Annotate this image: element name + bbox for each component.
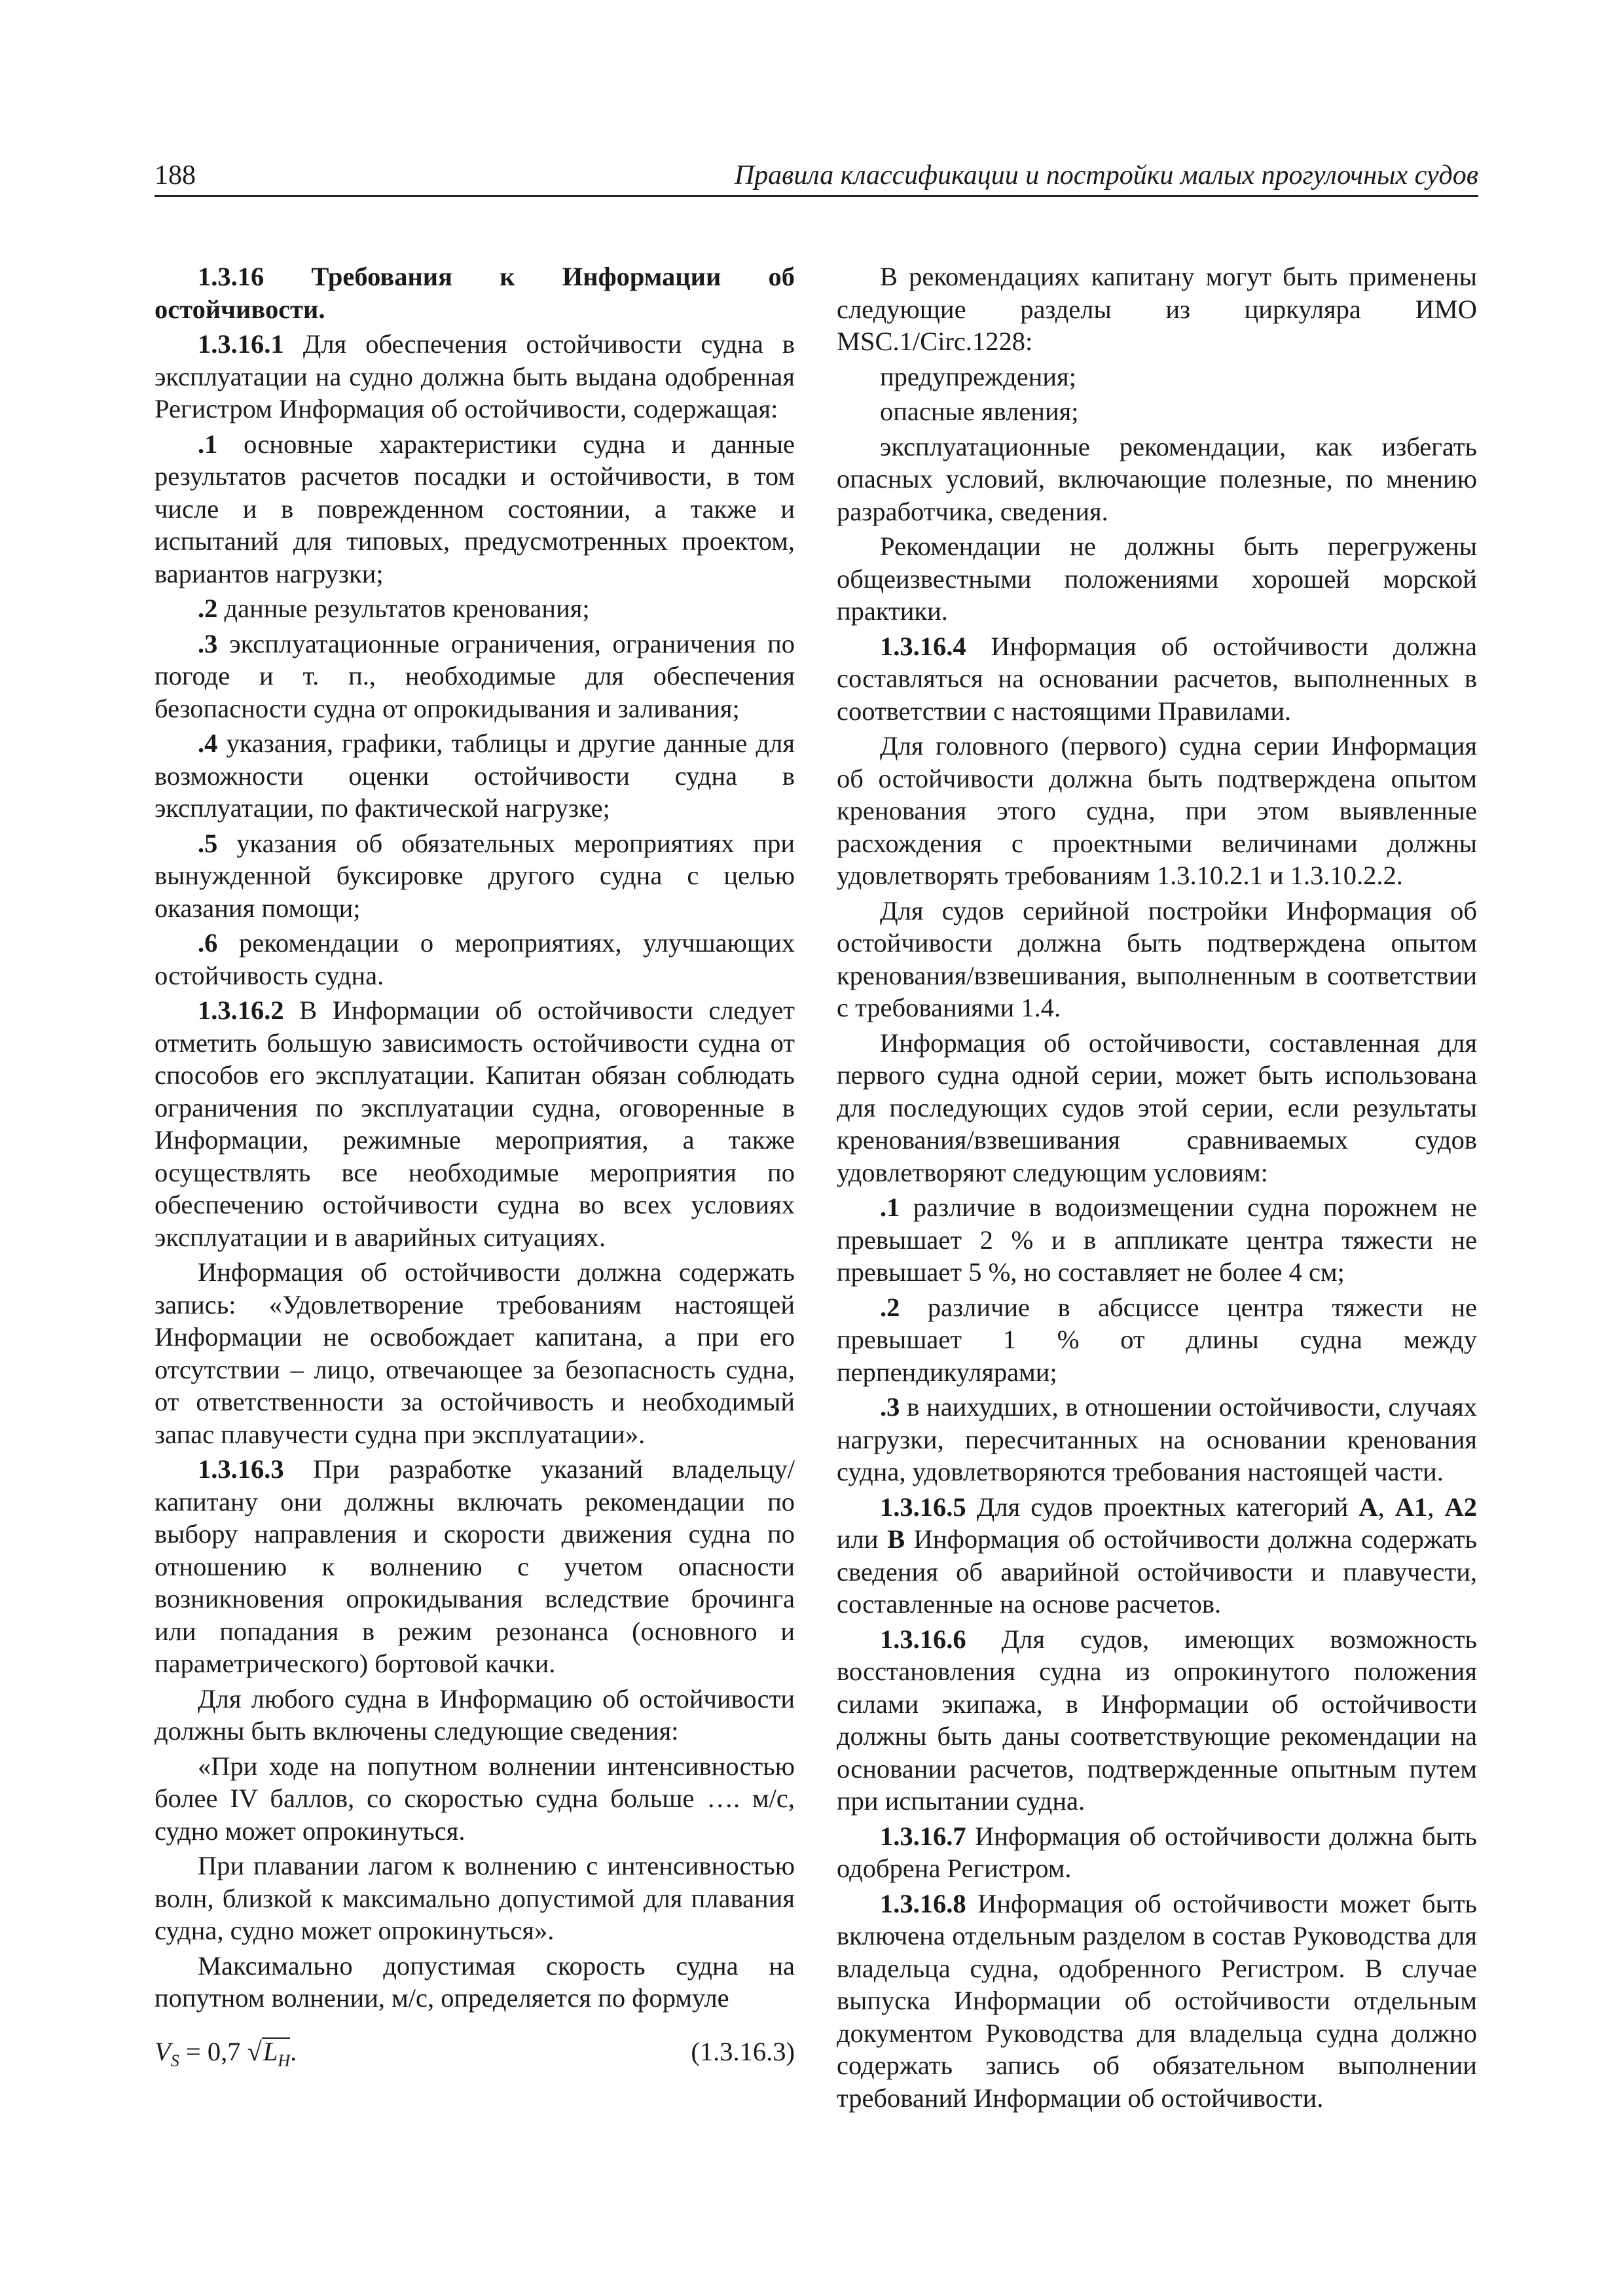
clause-number: 1.3.16.3 bbox=[198, 1454, 284, 1484]
paragraph-first-vessel: Информация об остойчивости, составленная для первого судна одной серии, может быть использована для последующих судов этой серии, если результаты кренования/взвешивания сравниваемых судов удовлетворяют следующим условиям: bbox=[837, 1028, 1477, 1187]
paragraph-1-3-16-1 bbox=[155, 328, 795, 425]
category-b: B bbox=[887, 1524, 905, 1554]
clause-text-end: Информация об остойчивости должна содержать сведения об аварийной остойчивости и плавучести, составленные на основе расчетов. bbox=[837, 1524, 1478, 1619]
paragraph-recommendations: В рекомендациях капитану могут быть применены следующие разделы из циркуляра ИМО MSC.1/Circ.1228: bbox=[837, 262, 1477, 356]
formula-end: . bbox=[290, 2036, 297, 2066]
list-item-6 bbox=[155, 927, 795, 992]
item-number: .1 bbox=[198, 429, 218, 459]
item-number: .4 bbox=[198, 728, 218, 758]
clause-text: В Информации об остойчивости следует отметить большую зависимость остойчивости судна от способов его эксплуатации. Капитан обязан соблюдать ограничения по эксплуатации судна, оговоренные в Информации, режимные мероприятия, а также осуществлять все необходимые мероприятия по обеспечению остойчивости судна во всех условиях эксплуатации и в аварийных ситуациях. bbox=[155, 996, 795, 1252]
clause-number: 1.3.16.8 bbox=[880, 1888, 966, 1918]
recommendation-operations: эксплуатационные рекомендации, как избегать опасных условий, включающие полезные, по мнению разработчика, сведения. bbox=[837, 431, 1477, 526]
item-number: .3 bbox=[198, 628, 218, 658]
left-column bbox=[155, 260, 795, 2072]
clause-text: Информация об остойчивости должна быть одобрена Регистром. bbox=[837, 1821, 1477, 1883]
item-text: в наихудших, в отношении остойчивости, случаях нагрузки, пересчитанных на основании кренования судна, удовлетворяются требования настоящей части. bbox=[837, 1392, 1477, 1486]
list-item-4 bbox=[155, 727, 795, 825]
paragraph-not-overloaded: Рекомендации не должны быть перегружены общеизвестными положениями хорошей морской практики. bbox=[837, 531, 1477, 626]
paragraph-record: Информация об остойчивости должна содержать запись: «Удовлетворение требованиям настоящей Информации не освобождает капитана, а при его отсутствии – лицо, отвечающее за безопасность судна, от ответственности за остойчивость и необходимый запас плавучести судна при эксплуатации». bbox=[155, 1257, 795, 1449]
item-number: .1 bbox=[880, 1193, 900, 1222]
item-text: рекомендации о мероприятиях, улучшающих остойчивость судна. bbox=[155, 928, 795, 990]
condition-item-2 bbox=[837, 1291, 1477, 1389]
formula-v: V bbox=[155, 2036, 171, 2066]
paragraph-1-3-16-4 bbox=[837, 630, 1477, 728]
paragraph-1-3-16-7 bbox=[837, 1820, 1477, 1885]
right-column bbox=[837, 260, 1477, 2117]
formula-number: (1.3.16.3) bbox=[691, 2036, 795, 2066]
clause-text: Для обеспечения остойчивости судна в эксплуатации на судно должна быть выдана одобренная Регистром Информация об остойчивости, содержащая: bbox=[155, 329, 795, 423]
item-text: указания об обязательных мероприятиях при вынужденной буксировке другого судна с целью оказания помощи; bbox=[155, 828, 795, 923]
item-text: эксплуатационные ограничения, ограничения по погоде и т. п., необходимые для обеспечения безопасности судна от опрокидывания и заливания; bbox=[155, 628, 795, 723]
paragraph-1-3-16-5: 1.3.16.5 Для судов проектных категорий A, A1, A2 или B Информация об остойчивости должна содержать сведения об аварийной остойчивости и плавучести, составленные на основе расчетов. bbox=[837, 1492, 1478, 1619]
item-text: различие в абсциссе центра тяжести не превышает 1 % от длины судна между перпендикулярами; bbox=[837, 1292, 1477, 1387]
clause-number: 1.3.16.2 bbox=[198, 996, 284, 1025]
item-text: указания, графики, таблицы и другие данные для возможности оценки остойчивости судна в эксплуатации, по фактической нагрузке; bbox=[155, 728, 795, 823]
category-a1: A1 bbox=[1395, 1492, 1428, 1522]
clause-number: 1.3.16.7 bbox=[880, 1821, 966, 1851]
recommendation-dangers: опасные явления; bbox=[880, 397, 1079, 426]
paragraph-quote-following-sea: «При ходе на попутном волнении интенсивностью более IV баллов, со скоростью судна больше …. м/с, судно может опрокинуться. bbox=[155, 1751, 795, 1846]
item-number: .2 bbox=[198, 594, 218, 623]
condition-item-3 bbox=[837, 1391, 1477, 1488]
item-number: .6 bbox=[198, 928, 218, 958]
section-title-1-3-16: 1.3.16 Требования к Информации об остойчивости. bbox=[155, 262, 795, 324]
clause-text: Для судов, имеющих возможность восстановления судна из опрокинутого положения силами экипажа, в Информации об остойчивости должны быть даны соответствующие рекомендации на основании расчетов, подтвержденные опытным путем при испытании судна. bbox=[837, 1624, 1477, 1816]
running-title: Правила классификации и постройки малых прогулочных судов bbox=[734, 160, 1478, 190]
page-number: 188 bbox=[155, 160, 196, 190]
clause-text-start: Для судов проектных категорий bbox=[976, 1492, 1349, 1522]
clause-number: 1.3.16.5 bbox=[880, 1492, 966, 1522]
clause-number: 1.3.16.4 bbox=[880, 631, 966, 661]
list-item-5 bbox=[155, 827, 795, 925]
formula-radicand bbox=[262, 2037, 290, 2074]
category-a2: A2 bbox=[1444, 1492, 1477, 1522]
conjunction-or: или bbox=[837, 1524, 879, 1554]
list-item-2 bbox=[155, 592, 795, 625]
item-number: .5 bbox=[198, 828, 218, 858]
clause-number: 1.3.16.6 bbox=[880, 1624, 966, 1654]
list-item-1 bbox=[155, 428, 795, 590]
paragraph-1-3-16-8 bbox=[837, 1888, 1477, 2115]
paragraph-lead-vessel: Для головного (первого) судна серии Информация об остойчивости должна быть подтверждена опытом кренования этого судна, при этом выявленные расхождения с проектными величинами должны удовлетворять требованиям 1.3.10.2.1 и 1.3.10.2.2. bbox=[837, 731, 1477, 890]
list-item-3 bbox=[155, 628, 795, 725]
paragraph-max-speed: Максимально допустимая скорость судна на попутном волнении, м/с, определяется по формуле bbox=[155, 1950, 795, 2013]
item-text: данные результатов кренования; bbox=[224, 594, 590, 623]
clause-text: При разработке указаний владельцу/капитану они должны включать рекомендации по выбору направления и скорости движения судна по отношению к волнению с учетом опасности возникновения опрокидывания вследствие брочинга или попадания в режим резонанса (основного и параметрического) бортовой качки. bbox=[155, 1454, 795, 1678]
formula-l-subscript: H bbox=[278, 2051, 291, 2070]
paragraph-serial-build: Для судов серийной постройки Информация об остойчивости должна быть подтверждена опытом кренования/взвешивания, выполненным в соответствии с требованиями 1.4. bbox=[837, 895, 1477, 1022]
item-text: основные характеристики судна и данные результатов расчетов посадки и остойчивости, в том числе и в поврежденном состоянии, а также и испытаний для типовых, предусмотренных проектом, вариантов нагрузки; bbox=[155, 429, 795, 588]
formula-v-subscript: S bbox=[170, 2051, 179, 2070]
paragraph-1-3-16-6 bbox=[837, 1623, 1477, 1818]
condition-item-1 bbox=[837, 1191, 1477, 1289]
formula-l: L bbox=[263, 2036, 278, 2066]
paragraph-1-3-16-2 bbox=[155, 994, 795, 1253]
formula-equals: = 0,7 √ bbox=[179, 2036, 262, 2066]
category-a: A bbox=[1359, 1492, 1378, 1522]
clause-number: 1.3.16.1 bbox=[198, 329, 284, 359]
recommendation-warnings: предупреждения; bbox=[880, 361, 1076, 391]
paragraph-quote-beam-sea: При плавании лагом к волнению с интенсивностью волн, близкой к максимально допустимой для плавания судна, судно может опрокинуться». bbox=[155, 1851, 795, 1945]
clause-text: Информация об остойчивости может быть включена отдельным разделом в состав Руководства для владельца судна, одобренного Регистром. В случае выпуска Информации об остойчивости отдельным документом Руководства для владельца судна должно содержать запись об обязательном выполнении требований Информации об остойчивости. bbox=[837, 1888, 1478, 2113]
formula-expression bbox=[155, 2036, 297, 2077]
item-text: различие в водоизмещении судна порожнем не превышает 2 % и в аппликате центра тяжести не превышает 5 %, но составляет не более 4 см; bbox=[837, 1193, 1477, 1287]
item-number: .2 bbox=[880, 1292, 900, 1322]
paragraph-1-3-16-3 bbox=[155, 1453, 795, 1680]
paragraph-any-vessel: Для любого судна в Информацию об остойчивости должны быть включены следующие сведения: bbox=[155, 1683, 795, 1746]
item-number: .3 bbox=[880, 1392, 900, 1422]
formula-1-3-16-3 bbox=[155, 2032, 795, 2072]
page-header bbox=[155, 154, 1478, 197]
clause-text: Информация об остойчивости должна составляться на основании расчетов, выполненных в соответствии с настоящими Правилами. bbox=[837, 631, 1477, 726]
